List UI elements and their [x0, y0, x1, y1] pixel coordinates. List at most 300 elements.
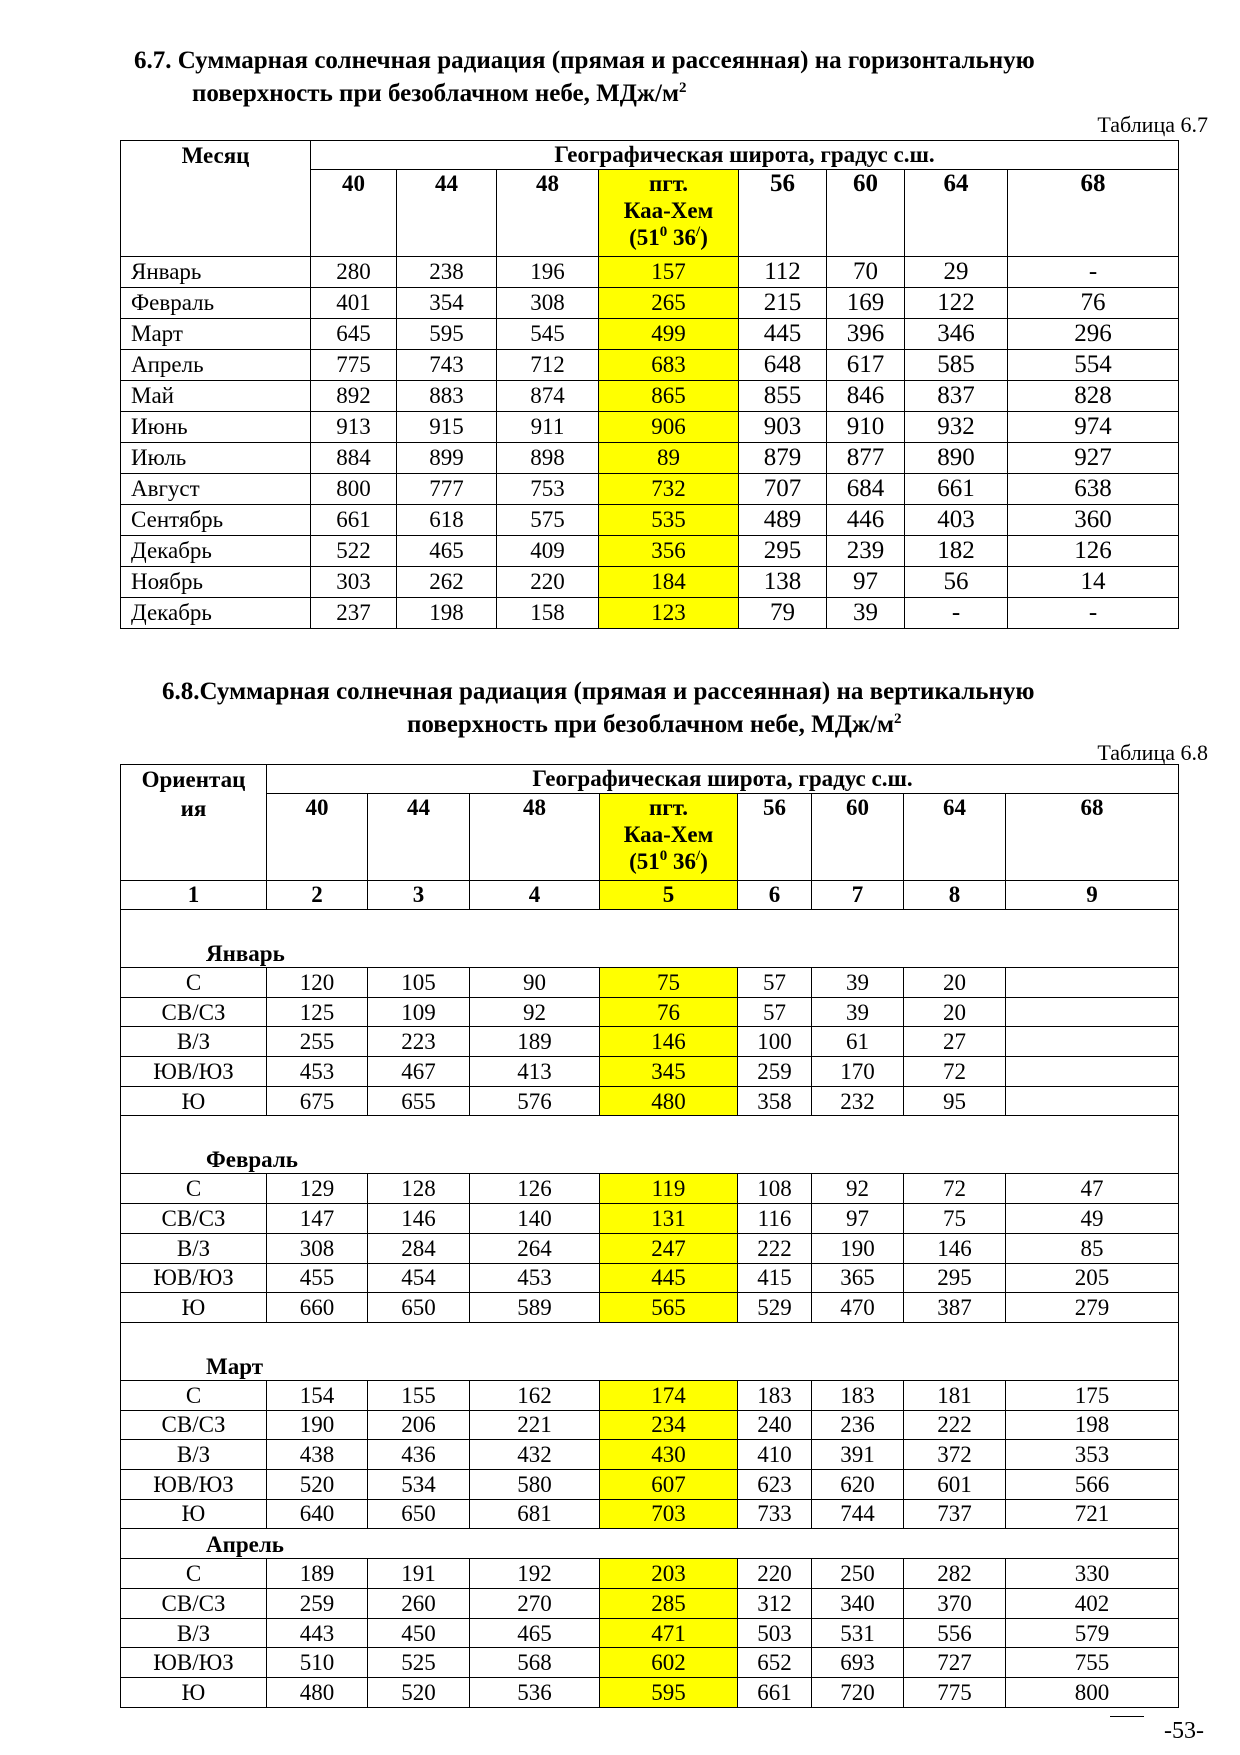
table-row	[121, 1589, 1179, 1619]
kaa-khem-value-cell: 203	[600, 1559, 738, 1589]
value-cell: 575	[497, 505, 599, 536]
value-cell: 737	[904, 1499, 1006, 1529]
table-row	[121, 1293, 1179, 1323]
value-cell: 312	[738, 1589, 812, 1619]
value-cell: 480	[267, 1678, 368, 1708]
table-row	[121, 381, 1179, 412]
value-cell: 270	[470, 1589, 600, 1619]
value-cell: 79	[739, 598, 827, 629]
orientation-cell: ЮВ/ЮЗ	[121, 1263, 267, 1293]
col-header-lat: 60	[812, 794, 904, 881]
value-cell: 391	[812, 1440, 904, 1470]
value-cell: 308	[497, 288, 599, 319]
orientation-cell: С	[121, 1559, 267, 1589]
value-cell: -	[905, 598, 1008, 629]
table-row	[121, 1678, 1179, 1708]
value-cell: 255	[267, 1027, 368, 1057]
value-cell: 370	[904, 1589, 1006, 1619]
value-cell: 108	[738, 1174, 812, 1204]
value-cell: 531	[812, 1618, 904, 1648]
column-number: 8	[904, 881, 1006, 910]
value-cell: 122	[905, 288, 1008, 319]
month-cell: Декабрь	[121, 536, 311, 567]
value-cell: 650	[368, 1293, 470, 1323]
kaa-khem-coord-close: )	[700, 849, 708, 874]
table-row	[121, 536, 1179, 567]
value-cell: 20	[904, 968, 1006, 998]
value-cell: 910	[827, 412, 905, 443]
orientation-cell: СВ/СЗ	[121, 997, 267, 1027]
value-cell: 915	[397, 412, 497, 443]
value-cell: 903	[739, 412, 827, 443]
col-header-latitude-group: Географическая широта, градус с.ш.	[267, 765, 1179, 794]
value-cell: 120	[267, 968, 368, 998]
value-cell: 454	[368, 1263, 470, 1293]
heading-line-1: 6.8.Суммарная солнечная радиация (прямая и рассеянная) на вертикальную	[162, 678, 1035, 705]
value-cell: 162	[470, 1380, 600, 1410]
value-cell: 684	[827, 474, 905, 505]
value-cell: 620	[812, 1469, 904, 1499]
value-cell: 855	[739, 381, 827, 412]
value-cell: 85	[1006, 1233, 1179, 1263]
table-row	[121, 474, 1179, 505]
value-cell: 846	[827, 381, 905, 412]
value-cell: 652	[738, 1648, 812, 1678]
value-cell: 775	[904, 1678, 1006, 1708]
value-cell: 70	[827, 257, 905, 288]
value-cell: 189	[470, 1027, 600, 1057]
kaa-khem-coord-deg: (51	[629, 225, 660, 250]
kaa-khem-value-cell: 607	[600, 1469, 738, 1499]
kaa-khem-value-cell: 865	[599, 381, 739, 412]
orientation-cell: ЮВ/ЮЗ	[121, 1469, 267, 1499]
value-cell: 898	[497, 443, 599, 474]
value-cell: 744	[812, 1499, 904, 1529]
table-row	[121, 443, 1179, 474]
value-cell: 432	[470, 1440, 600, 1470]
value-cell: 61	[812, 1027, 904, 1057]
kaa-khem-value-cell: 184	[599, 567, 739, 598]
value-cell: 250	[812, 1559, 904, 1589]
page-number: -53-	[1164, 1718, 1204, 1744]
kaa-khem-value-cell: 480	[600, 1086, 738, 1116]
value-cell: 49	[1006, 1204, 1179, 1234]
value-cell: 372	[904, 1440, 1006, 1470]
orientation-cell: СВ/СЗ	[121, 1204, 267, 1234]
kaa-khem-value-cell: 247	[600, 1233, 738, 1263]
col-header-kaa-khem	[599, 170, 739, 257]
table-row	[121, 598, 1179, 629]
value-cell: 661	[905, 474, 1008, 505]
table-6-7	[120, 140, 1179, 629]
value-cell: 402	[1006, 1589, 1179, 1619]
value-cell: 911	[497, 412, 599, 443]
kaa-khem-value-cell: 602	[600, 1648, 738, 1678]
heading-superscript: 2	[894, 711, 902, 727]
value-cell: 413	[470, 1057, 600, 1087]
value-cell: 189	[267, 1559, 368, 1589]
value-cell: 39	[812, 968, 904, 998]
value-cell: 401	[311, 288, 397, 319]
column-number-row	[121, 881, 1179, 910]
value-cell: 116	[738, 1204, 812, 1234]
value-cell: 138	[739, 567, 827, 598]
value-cell: 129	[267, 1174, 368, 1204]
month-group-label: Апрель	[121, 1529, 1179, 1559]
kaa-khem-value-cell: 430	[600, 1440, 738, 1470]
value-cell	[1006, 997, 1179, 1027]
kaa-khem-value-cell: 703	[600, 1499, 738, 1529]
value-cell: 645	[311, 319, 397, 350]
value-cell: 638	[1008, 474, 1179, 505]
value-cell: 510	[267, 1648, 368, 1678]
table-6-7-label: Таблица 6.7	[1097, 112, 1208, 137]
month-cell: Март	[121, 319, 311, 350]
value-cell: 295	[739, 536, 827, 567]
orientation-cell: СВ/СЗ	[121, 1410, 267, 1440]
value-cell: 566	[1006, 1469, 1179, 1499]
orientation-cell: С	[121, 1174, 267, 1204]
value-cell: 743	[397, 350, 497, 381]
month-group-row	[121, 910, 1179, 968]
value-cell: 503	[738, 1618, 812, 1648]
value-cell: 296	[1008, 319, 1179, 350]
kaa-khem-value-cell: 356	[599, 536, 739, 567]
value-cell	[1006, 1086, 1179, 1116]
heading-line-2-text: поверхность при безоблачном небе, МДж/м	[407, 711, 895, 738]
value-cell: 57	[738, 997, 812, 1027]
value-cell: 354	[397, 288, 497, 319]
value-cell: 707	[739, 474, 827, 505]
value-cell: 215	[739, 288, 827, 319]
orientation-cell: СВ/СЗ	[121, 1589, 267, 1619]
value-cell: 534	[368, 1469, 470, 1499]
value-cell: 259	[738, 1057, 812, 1087]
value-cell: 190	[267, 1410, 368, 1440]
value-cell: 396	[827, 319, 905, 350]
value-cell: 520	[267, 1469, 368, 1499]
orientation-cell: ЮВ/ЮЗ	[121, 1648, 267, 1678]
value-cell: 158	[497, 598, 599, 629]
value-cell: 109	[368, 997, 470, 1027]
kaa-khem-minute-sign: /	[696, 224, 701, 240]
value-cell: 753	[497, 474, 599, 505]
table-row	[121, 1204, 1179, 1234]
value-cell: 295	[904, 1263, 1006, 1293]
column-number: 2	[267, 881, 368, 910]
value-cell: 899	[397, 443, 497, 474]
value-cell: 100	[738, 1027, 812, 1057]
value-cell: 721	[1006, 1499, 1179, 1529]
value-cell: 800	[1006, 1678, 1179, 1708]
value-cell: 365	[812, 1263, 904, 1293]
value-cell: 443	[267, 1618, 368, 1648]
col-header-lat: 40	[267, 794, 368, 881]
value-cell: 446	[827, 505, 905, 536]
section-6-8-heading	[162, 675, 1182, 741]
kaa-khem-coord-close: )	[700, 225, 708, 250]
value-cell: 800	[311, 474, 397, 505]
value-cell: 520	[368, 1678, 470, 1708]
kaa-khem-value-cell: 565	[600, 1293, 738, 1323]
value-cell: 403	[905, 505, 1008, 536]
value-cell	[1006, 968, 1179, 998]
value-cell: 190	[812, 1233, 904, 1263]
value-cell: 240	[738, 1410, 812, 1440]
value-cell: 554	[1008, 350, 1179, 381]
value-cell: 890	[905, 443, 1008, 474]
value-cell: 545	[497, 319, 599, 350]
value-cell: 236	[812, 1410, 904, 1440]
kaa-khem-value-cell: 445	[600, 1263, 738, 1293]
table-row	[121, 1174, 1179, 1204]
value-cell: -	[1008, 257, 1179, 288]
kaa-khem-minute-sign: /	[696, 848, 701, 864]
col-header-lat: 56	[739, 170, 827, 257]
value-cell: 146	[368, 1204, 470, 1234]
month-group-row	[121, 1322, 1179, 1380]
orientation-cell: С	[121, 1380, 267, 1410]
value-cell: 681	[470, 1499, 600, 1529]
kaa-khem-value-cell: 76	[600, 997, 738, 1027]
col-header-lat: 48	[497, 170, 599, 257]
col-header-lat: 44	[397, 170, 497, 257]
orientation-cell: Ю	[121, 1086, 267, 1116]
value-cell: 465	[397, 536, 497, 567]
month-cell: Апрель	[121, 350, 311, 381]
orientation-cell: Ю	[121, 1499, 267, 1529]
month-cell: Февраль	[121, 288, 311, 319]
value-cell: 264	[470, 1233, 600, 1263]
column-number: 4	[470, 881, 600, 910]
table-6-8-label: Таблица 6.8	[1097, 740, 1208, 765]
value-cell: 358	[738, 1086, 812, 1116]
value-cell: 360	[1008, 505, 1179, 536]
value-cell: 712	[497, 350, 599, 381]
kaa-khem-value-cell: 285	[600, 1589, 738, 1619]
col-header-lat: 68	[1006, 794, 1179, 881]
value-cell: 222	[904, 1410, 1006, 1440]
col-header-lat: 44	[368, 794, 470, 881]
value-cell: 660	[267, 1293, 368, 1323]
value-cell: 57	[738, 968, 812, 998]
kaa-khem-line-1: пгт.	[648, 795, 688, 820]
kaa-khem-value-cell: 119	[600, 1174, 738, 1204]
kaa-khem-line-3	[629, 225, 708, 250]
value-cell: 522	[311, 536, 397, 567]
month-cell: Май	[121, 381, 311, 412]
value-cell: 450	[368, 1618, 470, 1648]
value-cell: 453	[267, 1057, 368, 1087]
value-cell: 29	[905, 257, 1008, 288]
kaa-khem-line-3	[629, 849, 708, 874]
value-cell: 932	[905, 412, 1008, 443]
value-cell: 720	[812, 1678, 904, 1708]
value-cell: 105	[368, 968, 470, 998]
value-cell: 755	[1006, 1648, 1179, 1678]
kaa-khem-coord-min: 36	[667, 849, 697, 874]
value-cell: 884	[311, 443, 397, 474]
value-cell: 92	[470, 997, 600, 1027]
value-cell: 198	[1006, 1410, 1179, 1440]
column-number: 5	[600, 881, 738, 910]
table-6-7-body	[121, 257, 1179, 629]
value-cell: 585	[905, 350, 1008, 381]
value-cell: 205	[1006, 1263, 1179, 1293]
kaa-khem-value-cell: 123	[599, 598, 739, 629]
value-cell: 489	[739, 505, 827, 536]
value-cell: 438	[267, 1440, 368, 1470]
value-cell: 125	[267, 997, 368, 1027]
table-row	[121, 1410, 1179, 1440]
value-cell: 198	[397, 598, 497, 629]
orientation-cell: С	[121, 968, 267, 998]
value-cell: 154	[267, 1380, 368, 1410]
value-cell: 232	[812, 1086, 904, 1116]
value-cell: 727	[904, 1648, 1006, 1678]
value-cell: 892	[311, 381, 397, 412]
value-cell: 303	[311, 567, 397, 598]
kaa-khem-degree-sign: 0	[659, 848, 668, 864]
kaa-khem-value-cell: 595	[600, 1678, 738, 1708]
month-group-row	[121, 1529, 1179, 1559]
value-cell: 97	[812, 1204, 904, 1234]
table-row	[121, 1027, 1179, 1057]
col-header-lat: 56	[738, 794, 812, 881]
kaa-khem-degree-sign: 0	[659, 224, 668, 240]
col-header-lat: 48	[470, 794, 600, 881]
table-6-8-body	[121, 910, 1179, 1708]
col-header-kaa-khem	[600, 794, 738, 881]
month-cell: Декабрь	[121, 598, 311, 629]
value-cell: 879	[739, 443, 827, 474]
heading-line-2	[162, 708, 1182, 741]
value-cell: 183	[812, 1380, 904, 1410]
month-group-label: Февраль	[121, 1116, 1179, 1174]
value-cell: 470	[812, 1293, 904, 1323]
month-cell: Сентябрь	[121, 505, 311, 536]
value-cell: 589	[470, 1293, 600, 1323]
value-cell: 661	[738, 1678, 812, 1708]
value-cell: 618	[397, 505, 497, 536]
col-header-lat: 40	[311, 170, 397, 257]
value-cell	[1006, 1057, 1179, 1087]
value-cell: 913	[311, 412, 397, 443]
value-cell: 648	[739, 350, 827, 381]
heading-line-2-text: поверхность при безоблачном небе, МДж/м	[192, 80, 680, 107]
value-cell: 308	[267, 1233, 368, 1263]
value-cell: 182	[905, 536, 1008, 567]
value-cell: 415	[738, 1263, 812, 1293]
value-cell: 529	[738, 1293, 812, 1323]
footer-rule	[1110, 1716, 1144, 1717]
value-cell: 282	[904, 1559, 1006, 1589]
value-cell: 576	[470, 1086, 600, 1116]
value-cell: 56	[905, 567, 1008, 598]
value-cell: 623	[738, 1469, 812, 1499]
table-row	[121, 350, 1179, 381]
value-cell: 353	[1006, 1440, 1179, 1470]
value-cell: 128	[368, 1174, 470, 1204]
col-header-lat: 68	[1008, 170, 1179, 257]
value-cell: 455	[267, 1263, 368, 1293]
kaa-khem-value-cell: 174	[600, 1380, 738, 1410]
value-cell: 126	[1008, 536, 1179, 567]
table-row	[121, 319, 1179, 350]
value-cell: 39	[812, 997, 904, 1027]
value-cell: 97	[827, 567, 905, 598]
value-cell: 147	[267, 1204, 368, 1234]
column-number: 1	[121, 881, 267, 910]
value-cell: 220	[738, 1559, 812, 1589]
table-row	[121, 1440, 1179, 1470]
column-number: 6	[738, 881, 812, 910]
value-cell: 126	[470, 1174, 600, 1204]
table-row	[121, 1469, 1179, 1499]
col-header-lat: 64	[905, 170, 1008, 257]
kaa-khem-value-cell: 89	[599, 443, 739, 474]
kaa-khem-value-cell: 732	[599, 474, 739, 505]
value-cell: 72	[904, 1057, 1006, 1087]
heading-line-1: 6.7. Суммарная солнечная радиация (прямая и рассеянная) на горизонтальную	[134, 47, 1035, 74]
kaa-khem-value-cell: 535	[599, 505, 739, 536]
value-cell: 579	[1006, 1618, 1179, 1648]
value-cell: 580	[470, 1469, 600, 1499]
value-cell: 181	[904, 1380, 1006, 1410]
value-cell: 47	[1006, 1174, 1179, 1204]
value-cell: 76	[1008, 288, 1179, 319]
value-cell: 259	[267, 1589, 368, 1619]
value-cell: 974	[1008, 412, 1179, 443]
value-cell: 777	[397, 474, 497, 505]
kaa-khem-value-cell: 345	[600, 1057, 738, 1087]
value-cell: 775	[311, 350, 397, 381]
value-cell	[1006, 1027, 1179, 1057]
col-header-orientation	[121, 765, 267, 881]
value-cell: 595	[397, 319, 497, 350]
kaa-khem-value-cell: 906	[599, 412, 739, 443]
value-cell: 536	[470, 1678, 600, 1708]
kaa-khem-value-cell: 471	[600, 1618, 738, 1648]
heading-line-2	[134, 77, 1214, 110]
table-row	[121, 1380, 1179, 1410]
col-header-lat: 60	[827, 170, 905, 257]
value-cell: 601	[904, 1469, 1006, 1499]
col-header-latitude-group: Географическая широта, градус с.ш.	[311, 141, 1179, 170]
table-row	[121, 1648, 1179, 1678]
value-cell: 661	[311, 505, 397, 536]
value-cell: 175	[1006, 1380, 1179, 1410]
value-cell: 837	[905, 381, 1008, 412]
column-number: 3	[368, 881, 470, 910]
orientation-cell: В/З	[121, 1233, 267, 1263]
value-cell: 260	[368, 1589, 470, 1619]
table-row	[121, 968, 1179, 998]
value-cell: 445	[739, 319, 827, 350]
kaa-khem-value-cell: 499	[599, 319, 739, 350]
table-row	[121, 505, 1179, 536]
value-cell: 191	[368, 1559, 470, 1589]
value-cell: 617	[827, 350, 905, 381]
kaa-khem-line-1: пгт.	[648, 171, 688, 196]
orientation-cell: ЮВ/ЮЗ	[121, 1057, 267, 1087]
value-cell: 192	[470, 1559, 600, 1589]
kaa-khem-value-cell: 683	[599, 350, 739, 381]
value-cell: 72	[904, 1174, 1006, 1204]
value-cell: 140	[470, 1204, 600, 1234]
table-row	[121, 997, 1179, 1027]
heading-superscript: 2	[679, 80, 687, 96]
